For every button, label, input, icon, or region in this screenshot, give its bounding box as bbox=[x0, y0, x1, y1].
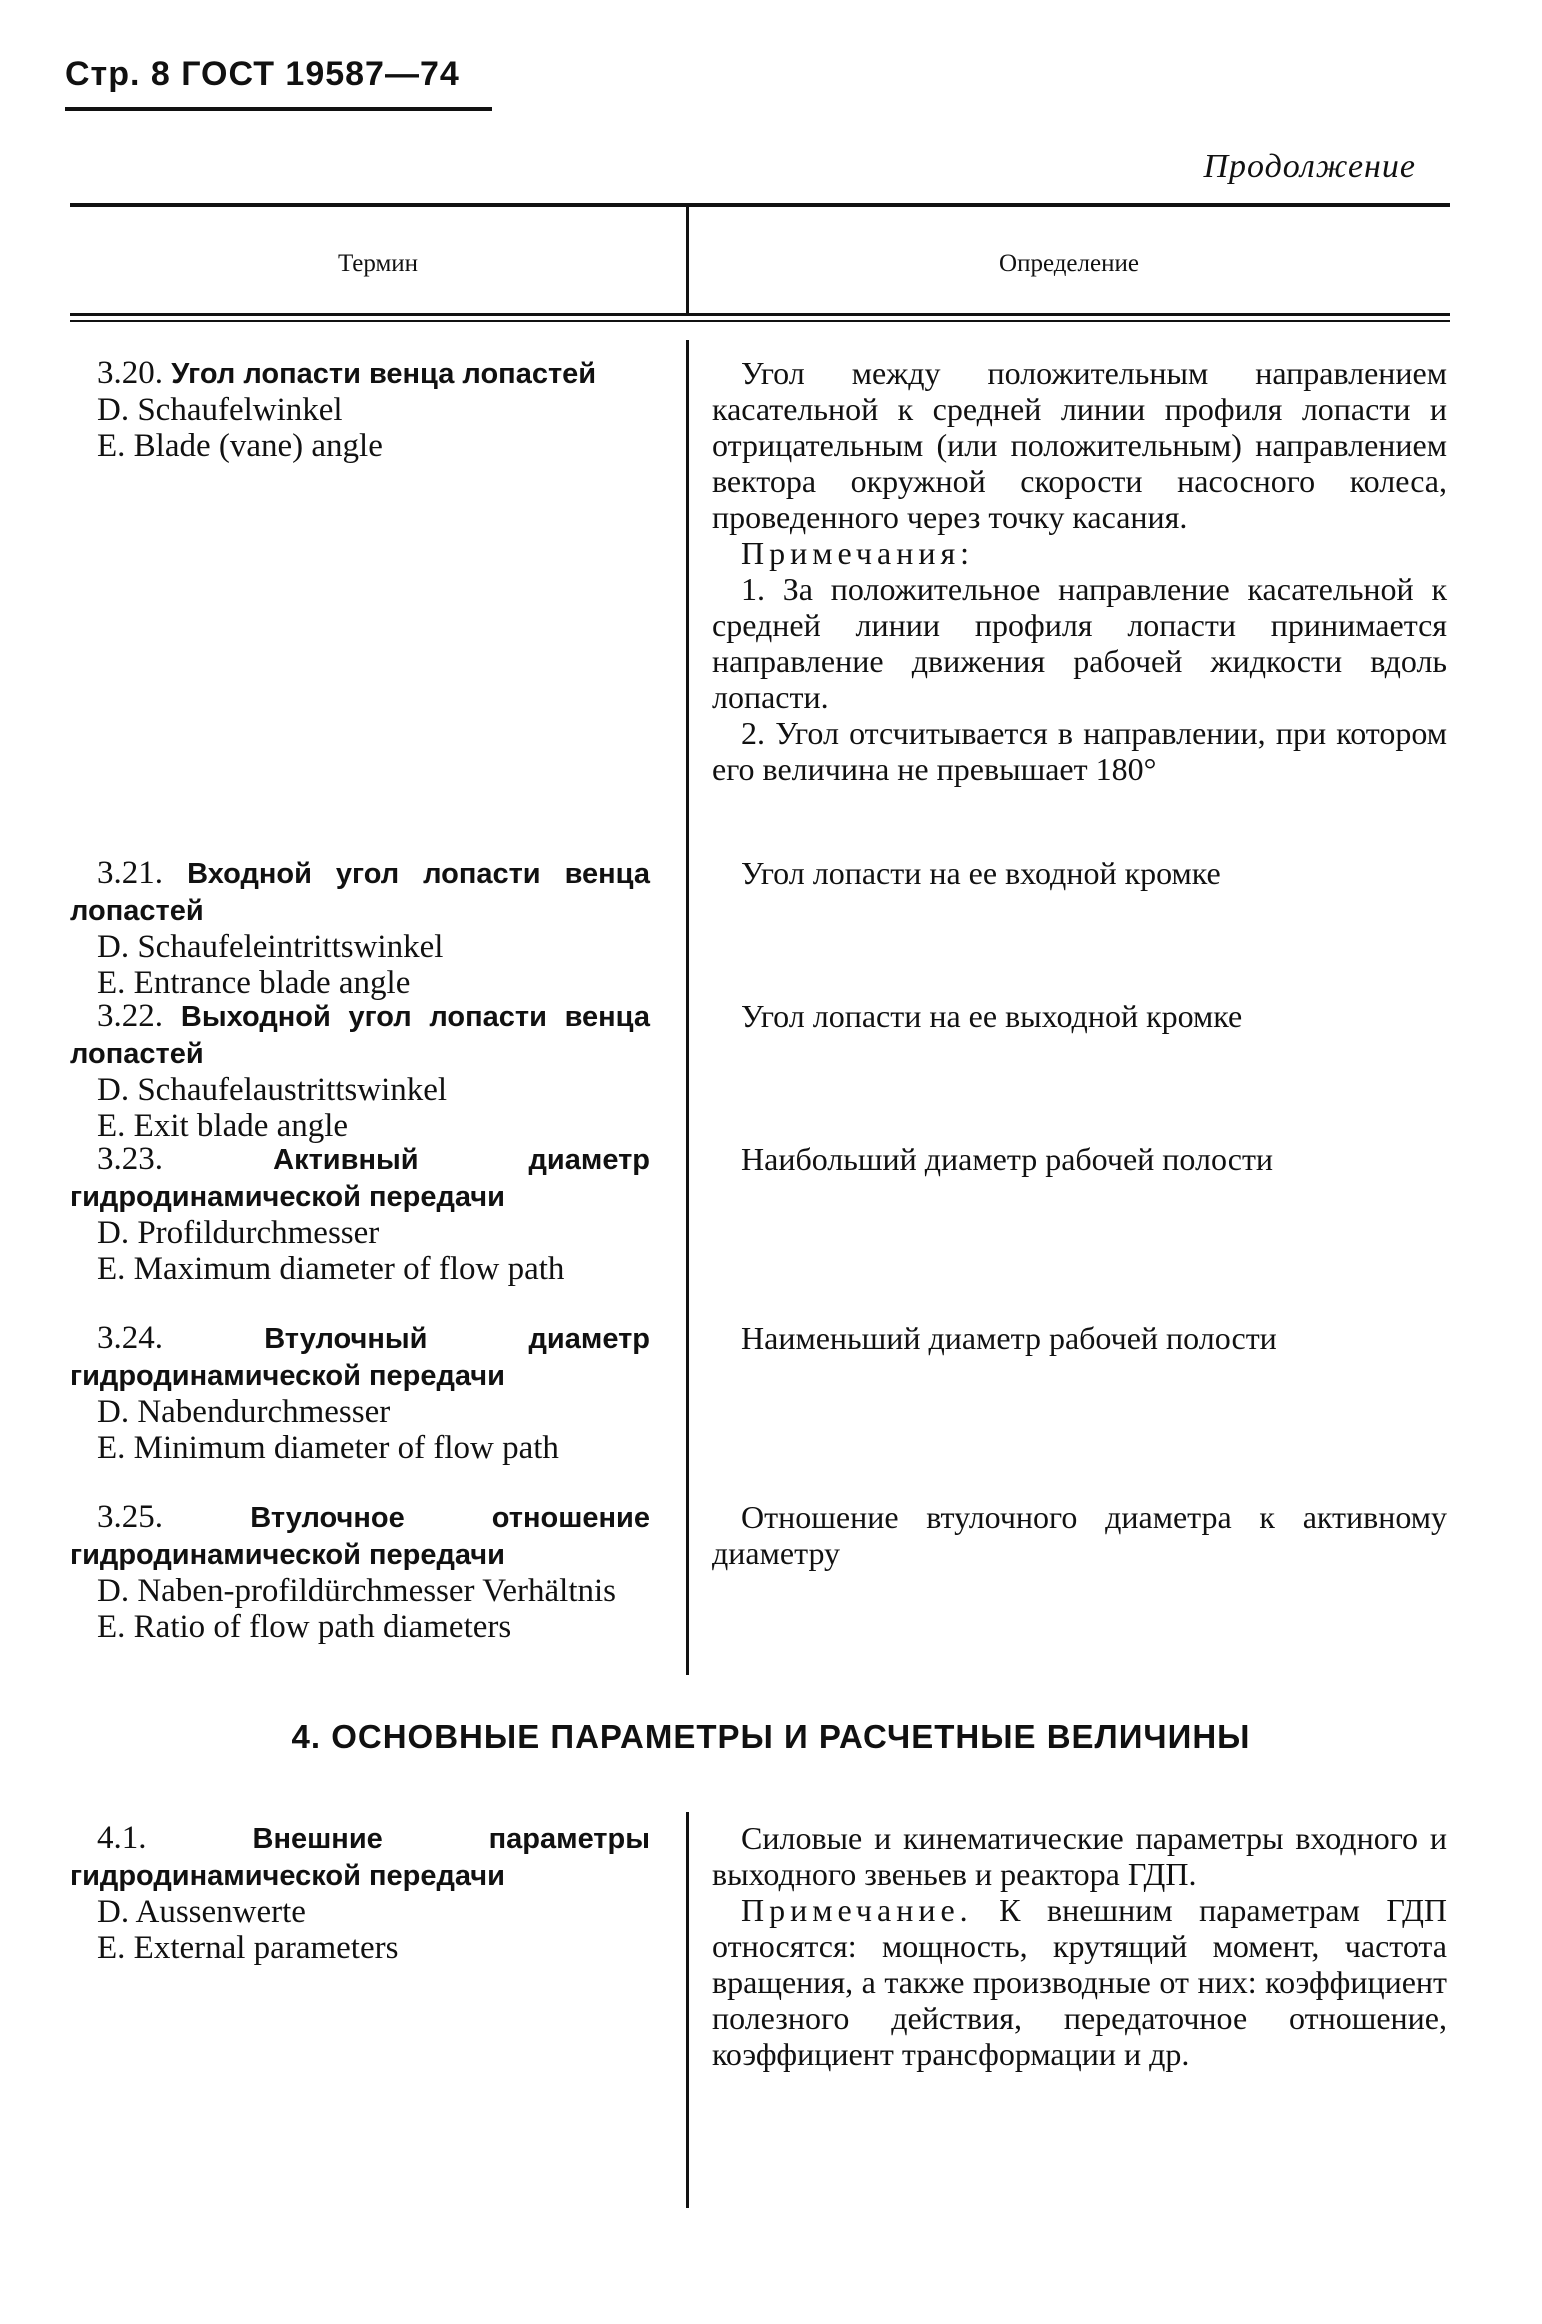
column-divider-header bbox=[686, 207, 689, 313]
table-header-bottom-rule bbox=[70, 313, 1450, 316]
note-1: 1. За положительное направление касательной к средней линии профиля лопасти принимается направление движения рабочей жидкости вдоль лопасти. bbox=[712, 571, 1447, 715]
definition-text: Наименьший диаметр рабочей полости bbox=[741, 1320, 1277, 1356]
definition-text: Отношение втулочного диаметра к активному диаметру bbox=[712, 1499, 1447, 1571]
definition-text: Угол между положительным направлением касательной к средней линии профиля лопасти и отрицательным (или положительным) направлением вектора окружной скорости насосного колеса, проведенного через точку касания. bbox=[712, 355, 1447, 535]
term-german: D. Schaufelwinkel bbox=[97, 392, 343, 428]
definition-3-22 bbox=[712, 998, 1447, 1034]
table-top-rule bbox=[70, 203, 1450, 207]
term-english: E. Blade (vane) angle bbox=[97, 428, 383, 464]
term-german: D. Nabendurchmesser bbox=[97, 1394, 391, 1430]
term-name: Втулочное отношение гидродинамической передачи bbox=[70, 1502, 650, 1571]
term-number: 4.1. bbox=[97, 1820, 147, 1856]
term-number: 3.24. bbox=[97, 1320, 163, 1356]
term-name: Входной угол лопасти венца лопастей bbox=[70, 858, 650, 927]
definition-3-24 bbox=[712, 1320, 1447, 1356]
page-label: Стр. 8 ГОСТ 19587—74 bbox=[65, 55, 460, 93]
definition-3-21 bbox=[712, 855, 1447, 891]
definition-3-23 bbox=[712, 1141, 1447, 1177]
term-3-21 bbox=[70, 855, 650, 1001]
term-english: E. External parameters bbox=[97, 1930, 399, 1966]
column-divider-section4 bbox=[686, 1812, 689, 2208]
term-number: 3.22. bbox=[97, 998, 163, 1034]
section-heading: 4. ОСНОВНЫЕ ПАРАМЕТРЫ И РАСЧЕТНЫЕ ВЕЛИЧИНЫ bbox=[291, 1718, 1251, 1755]
term-name: Выходной угол лопасти венца лопастей bbox=[70, 1001, 650, 1070]
term-number: 3.25. bbox=[97, 1499, 163, 1535]
term-number: 3.20. bbox=[97, 355, 163, 391]
notes-title: Примечания: bbox=[741, 535, 975, 571]
continuation-label: Продолжение bbox=[1203, 148, 1416, 185]
note-title: Примечание. bbox=[741, 1892, 973, 1928]
term-german: D. Naben-profildürchmesser Verhältnis bbox=[97, 1573, 616, 1609]
definition-3-25 bbox=[712, 1499, 1447, 1571]
term-english: E. Minimum diameter of flow path bbox=[97, 1430, 559, 1466]
definition-3-20 bbox=[712, 355, 1447, 787]
definition-text: Наибольший диаметр рабочей полости bbox=[741, 1141, 1274, 1177]
table-header-bottom-rule-2 bbox=[70, 320, 1450, 322]
note bbox=[712, 1892, 1447, 2072]
column-header-term: Термин bbox=[337, 250, 419, 277]
term-german: D. Schaufeleintrittswinkel bbox=[97, 929, 444, 965]
note-text: К внешним параметрам ГДП относятся: мощность, крутящий момент, частота вращения, а также производные от них: коэффициент полезного действия, передаточное отношение, коэффициент трансформации и др. bbox=[712, 1892, 1447, 2072]
term-3-20 bbox=[70, 355, 650, 464]
definition-text: Силовые и кинематические параметры входного и выходного звеньев и реактора ГДП. bbox=[712, 1820, 1447, 1892]
term-english: E. Maximum diameter of flow path bbox=[97, 1251, 565, 1287]
term-number: 3.23. bbox=[97, 1141, 163, 1177]
term-english: E. Entrance blade angle bbox=[97, 965, 411, 1001]
term-3-23 bbox=[70, 1141, 650, 1287]
definition-4-1 bbox=[712, 1820, 1447, 2072]
header-rule bbox=[65, 107, 492, 111]
term-3-22 bbox=[70, 998, 650, 1144]
term-german: D. Aussenwerte bbox=[97, 1894, 306, 1930]
term-number: 3.21. bbox=[97, 855, 163, 891]
definition-text: Угол лопасти на ее выходной кромке bbox=[741, 998, 1243, 1034]
term-3-24 bbox=[70, 1320, 650, 1466]
column-divider-body bbox=[686, 340, 689, 1675]
term-german: D. Schaufelaustrittswinkel bbox=[97, 1072, 448, 1108]
term-4-1 bbox=[70, 1820, 650, 1966]
term-name: Угол лопасти венца лопастей bbox=[171, 358, 597, 390]
definition-text: Угол лопасти на ее входной кромке bbox=[741, 855, 1221, 891]
note-2: 2. Угол отсчитывается в направлении, при котором его величина не превышает 180° bbox=[712, 715, 1447, 787]
term-name: Внешние параметры гидродинамической передачи bbox=[70, 1823, 650, 1892]
term-english: E. Ratio of flow path diameters bbox=[97, 1609, 512, 1645]
column-header-definition: Определение bbox=[999, 250, 1139, 277]
term-name: Втулочный диаметр гидродинамической передачи bbox=[70, 1323, 650, 1392]
term-name: Активный диаметр гидродинамической передачи bbox=[70, 1144, 650, 1213]
term-english: E. Exit blade angle bbox=[97, 1108, 349, 1144]
term-german: D. Profildurchmesser bbox=[97, 1215, 380, 1251]
term-3-25 bbox=[70, 1499, 650, 1645]
